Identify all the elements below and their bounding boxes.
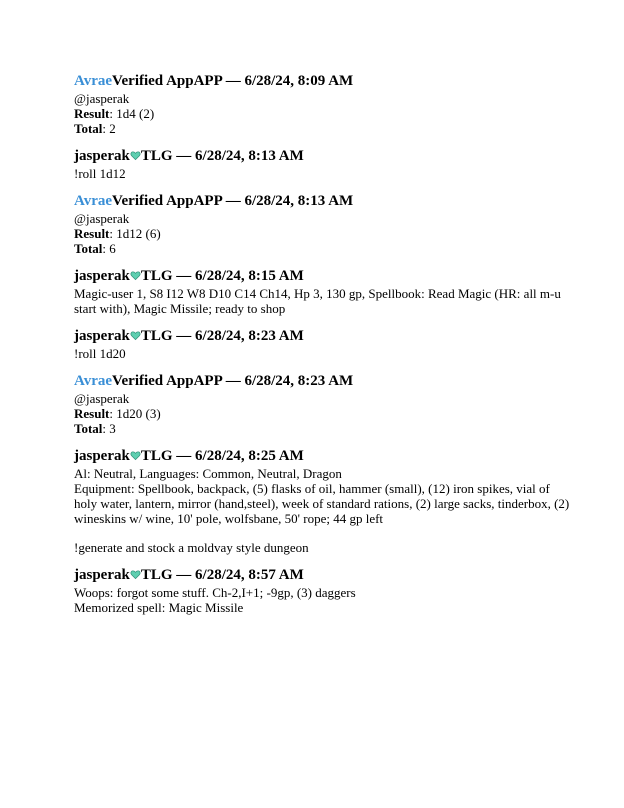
chat-message (74, 72, 574, 136)
roll-result (74, 406, 574, 421)
result-label: Result (74, 226, 110, 241)
author-name[interactable]: jasperak (74, 567, 130, 583)
roll-result (74, 106, 574, 121)
message-header: jasperak TLG — 6/28/24, 8:13 AM (74, 148, 304, 164)
chat-message (74, 147, 574, 181)
user-tag: TLG (140, 328, 173, 344)
result-value: : 1d20 (3) (109, 406, 161, 421)
verified-app-badge: Verified App (112, 193, 194, 209)
roll-result (74, 226, 574, 241)
heart-icon (130, 330, 141, 341)
heart-icon (130, 150, 141, 161)
chat-message (74, 447, 574, 555)
total-value: : 6 (102, 241, 116, 256)
timestamp: 6/28/24, 8:23 AM (195, 328, 304, 344)
chat-message (74, 372, 574, 436)
app-badge: APP (193, 373, 222, 389)
timestamp: 6/28/24, 8:23 AM (244, 373, 354, 389)
roll-total (74, 121, 574, 136)
roll-total (74, 241, 574, 256)
message-line: Equipment: Spellbook, backpack, (5) flasks of oil, hammer (small), (12) iron spikes, vial of holy water, lantern, mirror (hand,steel), week of standard rations, (2) large sacks, tinderbox, (2) wineskins w/ wine, 10' pole, wolfsbane, 50' rope; 44 gp left (74, 481, 570, 526)
message-line: Memorized spell: Magic Missile (74, 600, 244, 615)
message-header: jasperak TLG — 6/28/24, 8:15 AM (74, 268, 304, 284)
chat-message (74, 566, 574, 615)
mention[interactable]: @jasperak (74, 211, 130, 226)
user-tag: TLG (140, 268, 173, 284)
timestamp: 6/28/24, 8:15 AM (195, 268, 304, 284)
author-name[interactable]: Avrae (74, 193, 113, 209)
author-name[interactable]: jasperak (74, 148, 130, 164)
timestamp: 6/28/24, 8:13 AM (244, 193, 354, 209)
message-line: Al: Neutral, Languages: Common, Neutral, Dragon (74, 466, 342, 481)
total-label: Total (74, 421, 103, 436)
message-line: Magic-user 1, S8 I12 W8 D10 C14 Ch14, Hp 3, 130 gp, Spellbook: Read Magic (HR: all m-u start with), Magic Missile; ready to shop (74, 286, 561, 316)
mention[interactable]: @jasperak (74, 91, 130, 106)
total-value: : 3 (102, 421, 116, 436)
chat-message (74, 192, 574, 256)
app-badge: APP (193, 73, 222, 89)
app-badge: APP (193, 193, 222, 209)
user-tag: TLG (140, 448, 173, 464)
message-header: AvraeVerified AppAPP — 6/28/24, 8:13 AM (74, 193, 354, 209)
user-tag: TLG (140, 567, 173, 583)
message-header: jasperak TLG — 6/28/24, 8:23 AM (74, 328, 304, 344)
total-label: Total (74, 241, 103, 256)
total-label: Total (74, 121, 103, 136)
user-tag: TLG (140, 148, 173, 164)
verified-app-badge: Verified App (112, 373, 194, 389)
heart-icon (130, 569, 141, 580)
message-header: jasperak TLG — 6/28/24, 8:57 AM (74, 567, 304, 583)
result-value: : 1d12 (6) (109, 226, 161, 241)
message-header: jasperak TLG — 6/28/24, 8:25 AM (74, 448, 304, 464)
timestamp: 6/28/24, 8:25 AM (195, 448, 304, 464)
heart-icon (130, 450, 141, 461)
message-header: AvraeVerified AppAPP — 6/28/24, 8:23 AM (74, 373, 354, 389)
message-line: !generate and stock a moldvay style dungeon (74, 540, 309, 555)
verified-app-badge: Verified App (112, 73, 194, 89)
chat-message (74, 327, 574, 361)
message-line: Woops: forgot some stuff. Ch-2,I+1; -9gp, (3) daggers (74, 585, 356, 600)
author-name[interactable]: Avrae (74, 73, 113, 89)
result-label: Result (74, 406, 110, 421)
author-name[interactable]: Avrae (74, 373, 113, 389)
blank-line (74, 526, 574, 540)
heart-icon (130, 270, 141, 281)
total-value: : 2 (102, 121, 116, 136)
chat-log (74, 72, 574, 626)
message-header: AvraeVerified AppAPP — 6/28/24, 8:09 AM (74, 73, 354, 89)
roll-total (74, 421, 574, 436)
message-line: !roll 1d12 (74, 166, 126, 181)
result-value: : 1d4 (2) (109, 106, 155, 121)
mention[interactable]: @jasperak (74, 391, 130, 406)
chat-message (74, 267, 574, 316)
result-label: Result (74, 106, 110, 121)
timestamp: 6/28/24, 8:09 AM (244, 73, 354, 89)
author-name[interactable]: jasperak (74, 448, 130, 464)
timestamp: 6/28/24, 8:13 AM (195, 148, 304, 164)
author-name[interactable]: jasperak (74, 328, 130, 344)
author-name[interactable]: jasperak (74, 268, 130, 284)
timestamp: 6/28/24, 8:57 AM (195, 567, 304, 583)
message-line: !roll 1d20 (74, 346, 126, 361)
